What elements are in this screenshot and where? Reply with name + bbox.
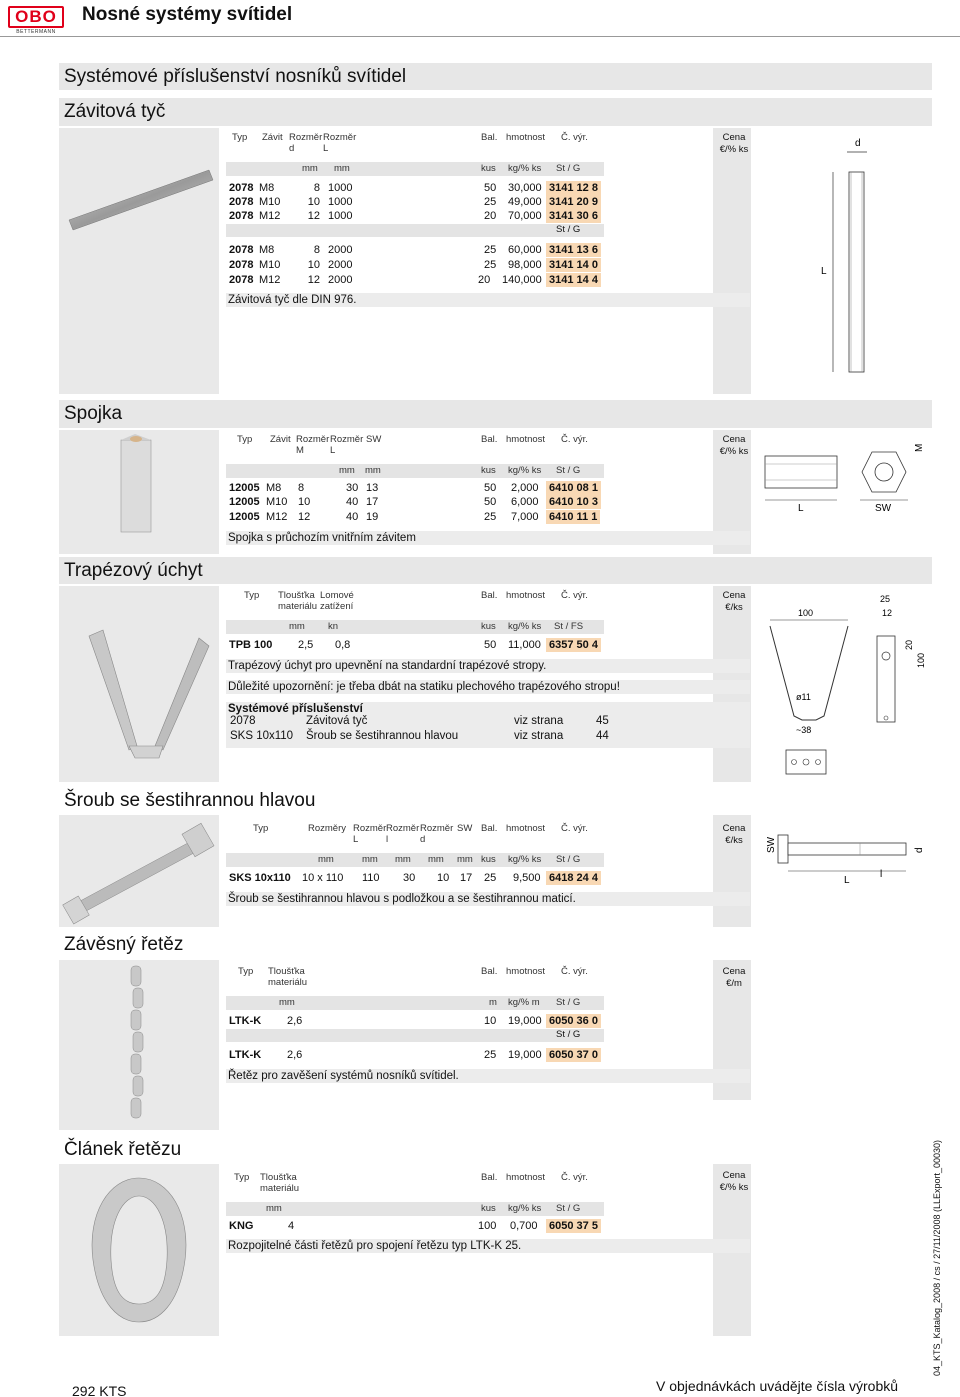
col-hmotnost: hmotnost — [506, 1172, 546, 1183]
col-hmotnost: hmotnost — [506, 434, 546, 445]
unit-m: m — [489, 997, 497, 1008]
dim-11: ø11 — [796, 692, 811, 702]
dim-25: 25 — [880, 594, 891, 604]
unit-mm: mm — [362, 854, 378, 865]
col-hmotnost: hmotnost — [506, 823, 546, 834]
col-hmotnost: hmotnost — [506, 966, 546, 977]
col-bal: Bal. — [481, 1172, 498, 1183]
unit-kus: kus — [481, 621, 496, 632]
col-hmotnost: hmotnost — [506, 590, 546, 601]
note-zavitova: Závitová tyč dle DIN 976. — [226, 293, 750, 307]
col-cena: Cena €/ks — [722, 823, 746, 846]
table-row: 12005 M12 12 40 19 25 7,000 6410 11 1 — [226, 510, 604, 524]
col-bal: Bal. — [481, 966, 498, 977]
table-row: LTK-K 2,6 10 19,000 6050 36 0 — [226, 1014, 604, 1028]
note-trapez-1: Trapézový úchyt pro upevnění na standardní trapézové stropy. — [226, 659, 750, 673]
obo-logo — [8, 6, 64, 36]
col-bal: Bal. — [481, 434, 498, 445]
note-sroub: Šroub se šestihrannou hlavou s podložkou a se šestihrannou maticí. — [226, 892, 750, 906]
unit-st-g: St / G — [556, 163, 581, 174]
trapez-dimension-drawing — [760, 590, 930, 780]
table-row: 2078 M10 10 2000 25 98,000 3141 14 0 — [226, 258, 604, 272]
unit-mm: mm — [365, 465, 381, 476]
col-cena: Cena €/m — [722, 966, 746, 989]
section-title-clanek: Článek řetězu — [64, 1139, 182, 1160]
col-cislo: Č. výr. — [561, 434, 588, 445]
unit-mm: mm — [279, 997, 295, 1008]
col-cislo: Č. výr. — [561, 823, 588, 834]
unit-st-g: St / G — [556, 854, 581, 865]
note-clanek: Rozpojitelné části řetězů pro spojení řetězu typ LTK-K 25. — [226, 1239, 750, 1253]
unit-mm: mm — [457, 854, 473, 865]
dim-M: M — [914, 443, 925, 452]
col-rozmer-L: Rozměr L — [323, 132, 357, 154]
unit-mm: mm — [266, 1203, 282, 1214]
unit-kus: kus — [481, 465, 496, 476]
dim-L: L — [821, 266, 827, 277]
dim-L: L — [798, 503, 804, 514]
col-typ: Typ — [238, 966, 254, 977]
col-rozmer-M: Rozměr M — [296, 434, 330, 456]
col-zavit: Závit — [262, 132, 283, 143]
table-row: 12005 M10 10 40 17 50 6,000 6410 10 3 — [226, 495, 604, 509]
dim-d: d — [855, 138, 861, 149]
list-item: 2078 Závitová tyč viz strana 45 — [230, 715, 609, 727]
dim-12: 12 — [882, 608, 893, 618]
section-title-retez: Závěsný řetěz — [64, 934, 184, 955]
col-sw: SW — [366, 434, 382, 445]
category-band — [59, 63, 932, 90]
col-rozmer-l: Rozměr l — [386, 823, 420, 845]
unit-kn: kn — [328, 621, 339, 632]
list-item: SKS 10x110 Šroub se šestihrannou hlavou viz strana 44 — [230, 730, 609, 742]
col-cislo: Č. výr. — [561, 966, 588, 977]
unit-kg: kg/% ks — [508, 854, 542, 865]
unit-st-g: St / G — [556, 1203, 581, 1214]
col-lomove: Lomové zatížení — [320, 590, 354, 612]
col-cena: Cena €/% ks — [719, 132, 749, 155]
rod-dimension-drawing — [815, 134, 895, 384]
dim-SW: SW — [766, 836, 777, 853]
table-row: LTK-K 2,6 25 19,000 6050 37 0 — [226, 1048, 604, 1062]
chain-illustration — [59, 960, 219, 1130]
table-row: 2078 M10 10 1000 25 49,000 3141 20 9 — [226, 195, 604, 209]
dim-SW: SW — [875, 503, 892, 514]
table-row: 2078 M8 8 2000 25 60,000 3141 13 6 — [226, 243, 604, 257]
col-typ: Typ — [253, 823, 269, 834]
unit-st-g: St / G — [556, 997, 581, 1008]
col-hmotnost: hmotnost — [506, 132, 546, 143]
table-row: TPB 100 2,5 0,8 50 11,000 6357 50 4 — [226, 638, 604, 652]
bolt-dimension-drawing — [760, 823, 930, 893]
logo-sub: BETTERMANN — [16, 29, 56, 35]
note-trapez-2: Důležité upozornění: je třeba dbát na statiku plechového trapézového stropu! — [226, 680, 750, 694]
table-row: KNG 4 100 0,700 6050 37 5 — [226, 1219, 604, 1233]
page-title: Nosné systémy svítidel — [82, 4, 293, 25]
accessories — [226, 702, 750, 748]
dim-l: l — [880, 869, 883, 880]
col-cena: Cena €/% ks — [719, 434, 749, 457]
dim-d: d — [914, 847, 925, 853]
col-bal: Bal. — [481, 590, 498, 601]
table-row: 2078 M12 12 1000 20 70,000 3141 30 6 — [226, 209, 604, 223]
unit-kus: kus — [481, 1203, 496, 1214]
col-bal: Bal. — [481, 823, 498, 834]
product-image-chain — [59, 960, 219, 1130]
note-spojka: Spojka s průchozím vnitřním závitem — [226, 531, 750, 545]
col-rozmer-L: Rozměr L — [353, 823, 387, 845]
unit-st-g: St / G — [556, 465, 581, 476]
product-image-bolt — [59, 815, 219, 927]
unit-kg: kg/% ks — [508, 1203, 542, 1214]
col-rozmer-L: Rozměr L — [330, 434, 364, 456]
dim-20: 20 — [904, 639, 914, 650]
col-tloustka: Tloušťka materiálu — [260, 1172, 300, 1194]
section-title-sroub: Šroub se šestihrannou hlavou — [64, 790, 316, 811]
chain-link-illustration — [59, 1164, 219, 1336]
accessories-title: Systémové příslušenství — [228, 703, 363, 715]
unit-mm: mm — [334, 163, 350, 174]
col-rozmer-d: Rozměr d — [289, 132, 323, 154]
note-retez: Řetěz pro zavěšení systémů nosníků svítidel. — [226, 1069, 750, 1083]
category-title: Systémové příslušenství nosníků svítidel — [64, 65, 407, 87]
product-image-coupler — [59, 430, 219, 554]
table-row: 12005 M8 8 30 13 50 2,000 6410 08 1 — [226, 481, 604, 495]
unit-mm: mm — [395, 854, 411, 865]
unit-kus: kus — [481, 854, 496, 865]
logo-text: OBO — [8, 6, 64, 28]
unit-kus: kus — [481, 163, 496, 174]
col-tloustka: Tloušťka materiálu — [278, 590, 318, 612]
unit-kg: kg/% m — [508, 997, 540, 1008]
col-cena: Cena €/% ks — [719, 1170, 749, 1193]
section-title-spojka: Spojka — [64, 403, 123, 424]
col-bal: Bal. — [481, 132, 498, 143]
section-band-trapez — [59, 557, 932, 584]
col-rozmery: Rozměry — [308, 823, 347, 834]
col-rozmer-d: Rozměr d — [420, 823, 454, 845]
price-column-zavitova — [713, 128, 751, 394]
col-typ: Typ — [232, 132, 248, 143]
dim-38: ~38 — [796, 725, 812, 735]
dim-L: L — [844, 875, 850, 886]
threaded-rod-illustration — [59, 128, 219, 394]
table-row: SKS 10x110 10 x 110 110 30 10 17 25 9,500 6418 24 4 — [226, 871, 604, 885]
section-band-spojka — [59, 400, 932, 428]
dim-100: 100 — [916, 652, 926, 668]
product-image-link — [59, 1164, 219, 1336]
unit-st-g: St / G — [556, 1029, 581, 1040]
section-title-trapez: Trapézový úchyt — [64, 559, 203, 581]
unit-st-g: St / G — [556, 224, 581, 235]
col-sw: SW — [457, 823, 473, 834]
coupler-dimension-drawing — [760, 436, 930, 520]
col-typ: Typ — [237, 434, 253, 445]
table-row: 2078 M12 12 2000 20 140,000 3141 14 4 — [226, 273, 604, 287]
col-cislo: Č. výr. — [561, 590, 588, 601]
col-cislo: Č. výr. — [561, 1172, 588, 1183]
coupler-illustration — [59, 430, 219, 554]
unit-mm: mm — [302, 163, 318, 174]
order-hint: V objednávkách uvádějte čísla výrobků — [656, 1378, 899, 1394]
side-code: 04_KTS_Katalog_2008 / cs / 27/11/2008 (LLExport_00030) — [932, 1139, 942, 1376]
trapez-bracket-illustration — [59, 586, 219, 782]
unit-mm: mm — [339, 465, 355, 476]
product-image-rod — [59, 128, 219, 394]
page-number: 292 KTS — [72, 1383, 127, 1397]
product-image-trapez — [59, 586, 219, 782]
section-title-zavitova: Závitová tyč — [64, 101, 166, 122]
unit-mm: mm — [428, 854, 444, 865]
unit-mm: mm — [318, 854, 334, 865]
col-typ: Typ — [234, 1172, 250, 1183]
unit-kg: kg/% ks — [508, 465, 542, 476]
header-divider — [0, 36, 960, 37]
bolt-illustration — [59, 815, 219, 927]
table-row: 2078 M8 8 1000 50 30,000 3141 12 8 — [226, 181, 604, 195]
dim-100: 100 — [798, 608, 814, 618]
unit-st-fs: St / FS — [554, 621, 584, 632]
col-typ: Typ — [244, 590, 260, 601]
col-zavit: Závit — [270, 434, 291, 445]
col-cena: Cena €/ks — [722, 590, 746, 613]
section-band-zavitova — [59, 98, 932, 126]
unit-mm: mm — [289, 621, 305, 632]
col-tloustka: Tloušťka materiálu — [268, 966, 308, 988]
col-cislo: Č. výr. — [561, 132, 588, 143]
unit-kg: kg/% ks — [508, 621, 542, 632]
unit-kg: kg/% ks — [508, 163, 542, 174]
